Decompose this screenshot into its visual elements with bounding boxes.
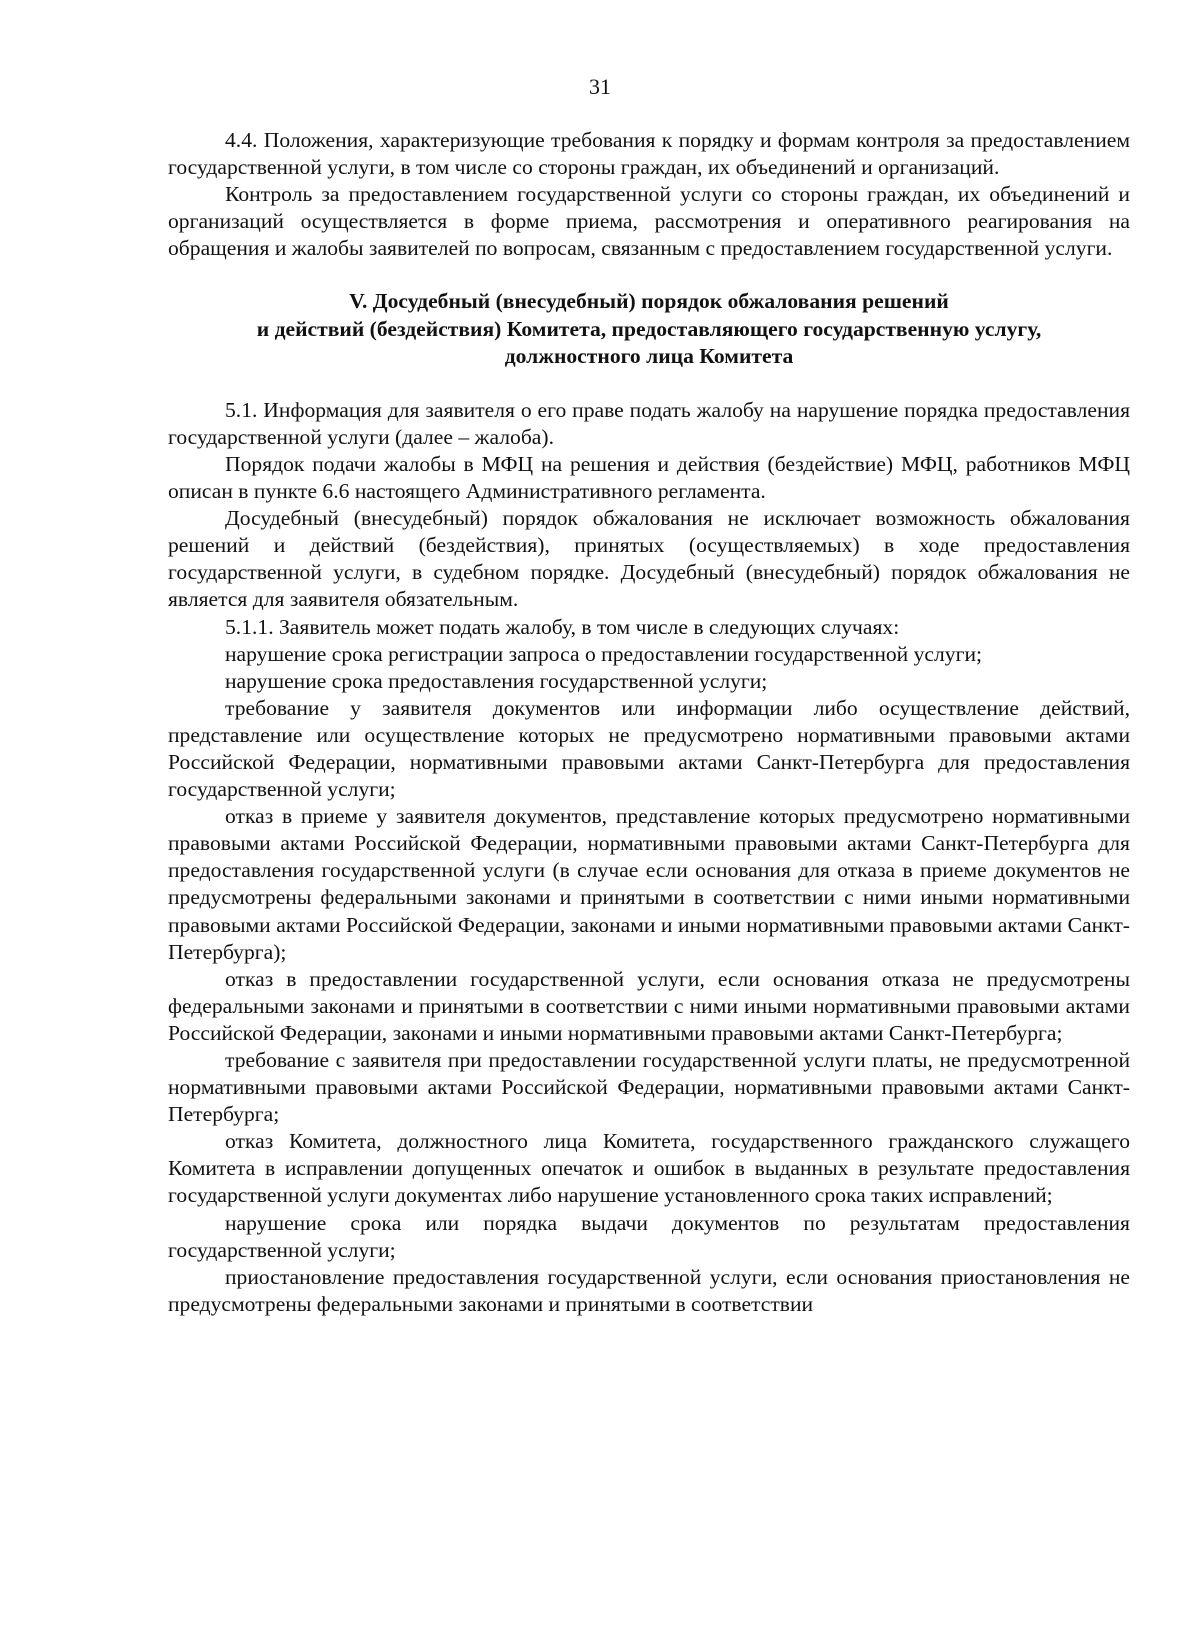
paragraph-pretrial-order: Досудебный (внесудебный) порядок обжалования не исключает возможность обжалования решений и действий (бездействия), принятых (осуществляемых) в ходе предоставления государственной услуги, в судебном порядке. Досудебный (внесудебный) порядок обжалования не является для заявителя обязательным. (168, 506, 1130, 612)
case-extra-documents: требование у заявителя документов или информации либо осуществление действий, представление или осуществление которых не предусмотрено нормативными правовыми актами Российской Федерации, нормативными правовыми актами Санкт-Петербурга для предоставления государственной услуги; (168, 695, 1130, 802)
case-correction-refusal: отказ Комитета, должностного лица Комитета, государственного гражданского служащего Комитета в исправлении допущенных опечаток и ошибок в выданных в результате предоставления государственной услуги документах либо нарушение установленного срока таких исправлений; (168, 1129, 1130, 1208)
paragraph-5-1: 5.1. Информация для заявителя о его праве подать жалобу на нарушение порядка предоставления государственной услуги (далее – жалоба). (168, 397, 1130, 449)
case-suspension: приостановление предоставления государственной услуги, если основания приостановления не предусмотрены федеральными законами и принятыми в соответствии (168, 1264, 1130, 1316)
section-4-4-text: Контроль за предоставлением государственной услуги со стороны граждан, их объединений и организаций осуществляется в форме приема, рассмотрения и оперативного реагирования на обращения и жалобы заявителей по вопросам, связанным с предоставлением государственной услуги. (168, 182, 1130, 261)
section-4-4-title: 4.4. Положения, характеризующие требования к порядку и формам контроля за предоставлением государственной услуги, в том числе со стороны граждан, их объединений и организаций. (168, 128, 1130, 180)
case-document-refusal: отказ в приеме у заявителя документов, представление которых предусмотрено нормативными правовыми актами Российской Федерации, нормативными правовыми актами Санкт-Петербурга для предоставления государственной услуги (в случае если основания для отказа в приеме документов не предусмотрены федеральными законами и принятыми в соответствии с ними иными нормативными правовыми актами Российской Федерации, законами и иными нормативными правовыми актами Санкт-Петербурга); (168, 804, 1130, 964)
section-5-heading-line-1: V. Досудебный (внесудебный) порядок обжалования решений (349, 289, 949, 314)
case-registration-delay: нарушение срока регистрации запроса о предоставлении государственной услуги; (225, 641, 982, 666)
section-5-heading-line-2: и действий (бездействия) Комитета, предоставляющего государственную услугу, (256, 316, 1042, 341)
paragraph-mfc-complaint: Порядок подачи жалобы в МФЦ на решения и действия (бездействие) МФЦ, работников МФЦ описан в пункте 6.6 настоящего Административного регламента. (168, 451, 1130, 504)
case-service-refusal: отказ в предоставлении государственной услуги, если основания отказа не предусмотрены федеральными законами и принятыми в соответствии с ними иными нормативными правовыми актами Российской Федерации, законами и иными нормативными правовыми актами Санкт-Петербурга; (168, 966, 1130, 1045)
section-5-heading-line-3: должностного лица Комитета (504, 343, 794, 368)
section-5-heading (168, 288, 1130, 369)
case-service-delay: нарушение срока предоставления государственной услуги; (225, 668, 768, 693)
case-issuance-violation: нарушение срока или порядка выдачи документов по результатам предоставления государственной услуги; (168, 1210, 1130, 1262)
case-illegal-fee: требование с заявителя при предоставлении государственной услуги платы, не предусмотренной нормативными правовыми актами Российской Федерации, нормативными правовыми актами Санкт-Петербурга; (168, 1048, 1130, 1127)
document-body (168, 127, 1130, 1318)
paragraph-5-1-1: 5.1.1. Заявитель может подать жалобу, в том числе в следующих случаях: (225, 614, 900, 639)
page-number: 31 (589, 74, 611, 99)
